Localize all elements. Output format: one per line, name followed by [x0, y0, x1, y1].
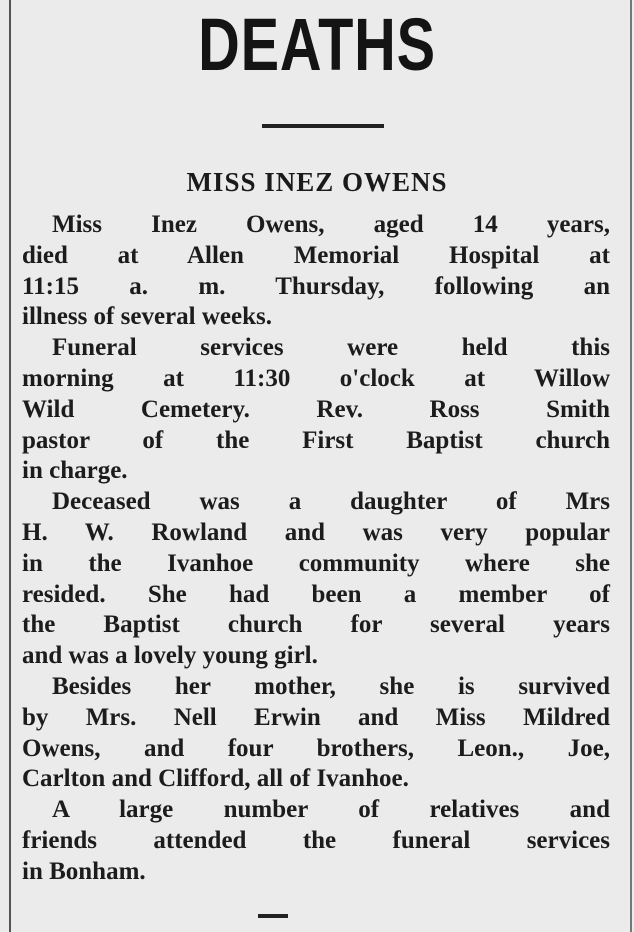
article-line: Owens, and four brothers, Leon., Joe,	[22, 734, 610, 762]
article-line: in Bonham.	[22, 857, 146, 885]
article-line: and was a lovely young girl.	[22, 642, 318, 670]
article-line: Besides her mother, she is survived	[52, 672, 610, 700]
article-line: Carlton and Clifford, all of Ivanhoe.	[22, 765, 409, 793]
article-line: Deceased was a daughter of Mrs	[52, 488, 610, 516]
article-paragraph	[22, 795, 610, 887]
end-divider	[258, 914, 288, 918]
obituary-headline: MISS INEZ OWENS	[186, 167, 448, 197]
obituary-body	[22, 210, 610, 888]
article-line: resided. She had been a member of	[22, 580, 610, 608]
article-line: Miss Inez Owens, aged 14 years,	[52, 211, 610, 238]
right-column-rule	[630, 0, 632, 932]
article-line: friends attended the funeral services	[22, 826, 610, 854]
article-line: A large number of relatives and	[52, 796, 610, 824]
article-line: in the Ivanhoe community where she	[22, 549, 610, 577]
article-line: H. W. Rowland and was very popular	[22, 518, 610, 546]
article-line: the Baptist church for several years	[22, 611, 610, 639]
left-column-rule	[9, 0, 11, 932]
article-line: 11:15 a. m. Thursday, following an	[22, 272, 610, 300]
article-paragraph	[22, 487, 610, 672]
article-line: by Mrs. Nell Erwin and Miss Mildred	[22, 703, 610, 731]
article-paragraph	[22, 210, 610, 333]
article-line: pastor of the First Baptist church	[22, 426, 610, 454]
section-title: DEATHS	[198, 3, 436, 86]
article-paragraph	[22, 333, 610, 487]
title-divider	[262, 124, 384, 128]
article-paragraph	[22, 672, 610, 795]
article-line: Funeral services were held this	[52, 334, 610, 362]
article-line: in charge.	[22, 457, 128, 485]
article-line: Wild Cemetery. Rev. Ross Smith	[22, 395, 610, 423]
article-line: died at Allen Memorial Hospital at	[22, 241, 610, 269]
article-line: illness of several weeks.	[22, 303, 272, 331]
article-line: morning at 11:30 o'clock at Willow	[22, 364, 610, 392]
